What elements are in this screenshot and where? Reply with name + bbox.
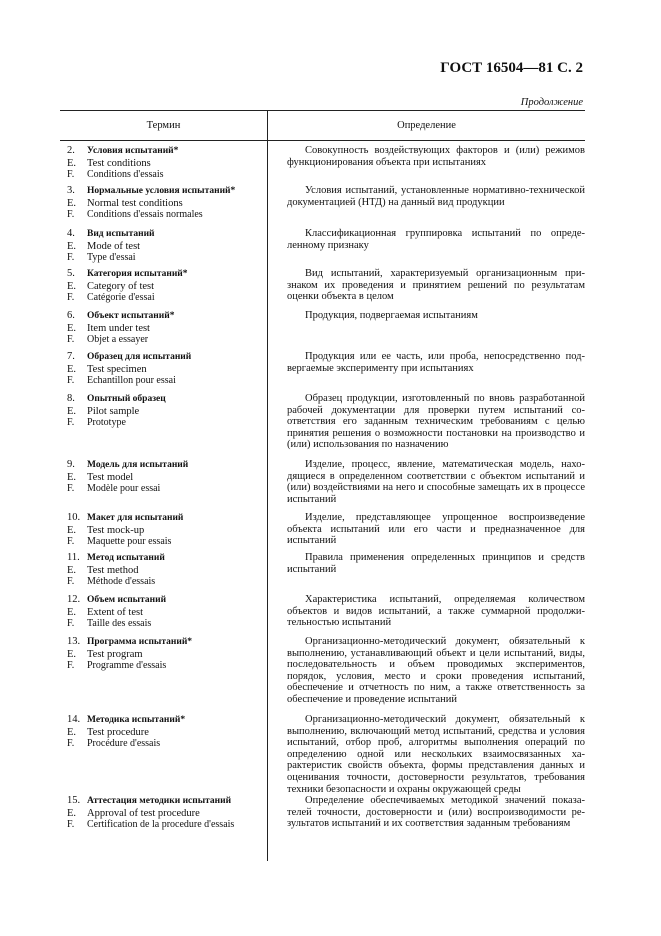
term-number: 3. — [67, 185, 75, 196]
definition-text: Образец продукции, изготовленный по вновь разработанной рабочей документации для проверки путем испытаний соответствия его заданным техническим требованиям с целью принятия решения о возможности постановки на производство и (или) использования по назначению — [287, 393, 585, 451]
term-number: 6. — [67, 310, 75, 321]
term-number: 7. — [67, 351, 75, 362]
term-name: Модель для испытаний — [87, 460, 189, 470]
term-number: 9. — [67, 459, 75, 470]
definition-text: Продукция или ее часть, или проба, непосредственно подвергаемые эксперименту при испытаниях — [287, 351, 585, 374]
definition-cell — [267, 351, 585, 387]
definition-text: Характеристика испытаний, определяемая количеством объектов и видов испытаний, а также суммарной продолжительностью испытаний — [287, 594, 585, 629]
definition-text: Классификационная группировка испытаний по определенному признаку — [287, 228, 585, 251]
table-row — [60, 459, 585, 505]
definition-cell — [267, 145, 585, 181]
table-row — [60, 268, 585, 304]
term-cell: 7. Образец для испытаний E. Test specimen F. Echantillon pour essai — [67, 351, 192, 387]
term-cell: 11. Метод испытаний E. Test method F. Méthode d'essais — [67, 552, 165, 588]
term-cell: 3. Нормальные условия испытаний* E. Normal test conditions F. Conditions d'essais normales — [67, 185, 236, 221]
term-name: Нормальные условия испытаний* — [87, 186, 236, 196]
definition-text: Изделие, процесс, явление, математическая модель, находящиеся в определенном соответствии с объектом испытаний и (или) воздействиями на него и способные замещать их в процессе испытаний — [287, 459, 585, 505]
table-row — [60, 552, 585, 588]
term-english: Mode of test — [87, 240, 141, 252]
term-name: Объект испытаний* — [87, 311, 175, 321]
term-number: 13. — [67, 636, 81, 647]
terms-table — [60, 110, 585, 861]
term-name: Метод испытаний — [87, 553, 165, 563]
term-english: Item under test — [87, 322, 150, 334]
continuation-label: Продолжение — [520, 97, 583, 108]
definition-text: Совокупность воздействующих факторов и (или) режимов функционирования объекта при испытаниях — [287, 145, 585, 168]
table-row — [60, 512, 585, 548]
term-name: Образец для испытаний — [87, 352, 192, 362]
definition-text: Вид испытаний, характеризуемый организационным признаком их проведения и принятием решений по результатам оценки объекта в целом — [287, 268, 585, 303]
term-french: Catégorie d'essai — [87, 292, 155, 304]
definition-cell — [267, 185, 585, 221]
term-french: Type d'essai — [87, 252, 136, 264]
term-french: Méthode d'essais — [87, 576, 156, 588]
table-body — [60, 141, 585, 861]
table-row — [60, 795, 585, 831]
definition-text: Определение обеспечиваемых методикой значений показателей точности, достоверности и (или) воспроизводимости результатов испытаний и их соответствия заданным требованиям — [287, 795, 585, 830]
term-french: Modèle pour essai — [87, 483, 161, 495]
definition-cell — [267, 795, 585, 831]
term-cell: 4. Вид испытаний E. Mode of test F. Type d'essai — [67, 228, 155, 264]
definition-cell — [267, 393, 585, 451]
term-name: Методика испытаний* — [87, 715, 186, 725]
table-row — [60, 351, 585, 387]
definition-text: Организационно-методический документ, обязательный к выполнению, включающий метод испытаний, средства и условия испытаний, отбор проб, алгоритмы выполнения операций по определению одной или нескольких взаимосвязанных характеристик свойств объекта, формы представления данных и оценивания точности, достоверности результатов, требования техники безопасности и охраны окружающей среды — [287, 714, 585, 795]
term-french: Echantillon pour essai — [87, 375, 176, 387]
term-french: Taille des essais — [87, 618, 152, 630]
definition-cell — [267, 512, 585, 548]
definition-cell — [267, 552, 585, 588]
term-english: Test program — [87, 648, 143, 660]
term-name: Вид испытаний — [87, 229, 155, 239]
definition-cell — [267, 594, 585, 630]
table-row — [60, 145, 585, 181]
definition-cell — [267, 636, 585, 706]
definition-text: Продукция, подвергаемая испытаниям — [305, 310, 478, 321]
term-cell: 15. Аттестация методики испытаний E. Approval of test procedure F. Certification de la procedure d'essais — [67, 795, 235, 831]
table-row — [60, 636, 585, 706]
table-row — [60, 228, 585, 264]
term-number: 11. — [67, 552, 80, 563]
term-number: 12. — [67, 594, 81, 605]
term-cell: 14. Методика испытаний* E. Test procedure F. Procédure d'essais — [67, 714, 186, 750]
term-number: 15. — [67, 795, 81, 806]
term-french: Prototype — [87, 417, 126, 429]
term-cell: 6. Объект испытаний* E. Item under test F. Objet a essayer — [67, 310, 175, 346]
term-french: Programme d'essais — [87, 660, 167, 672]
term-cell: 12. Объем испытаний E. Extent of test F. Taille des essais — [67, 594, 167, 630]
term-name: Условия испытаний* — [87, 146, 179, 156]
term-cell: 5. Категория испытаний* E. Category of test F. Catégorie d'essai — [67, 268, 188, 304]
term-english: Approval of test procedure — [87, 807, 200, 819]
term-number: 8. — [67, 393, 75, 404]
term-number: 5. — [67, 268, 75, 279]
term-english: Test method — [87, 564, 139, 576]
definition-cell — [267, 268, 585, 304]
definition-cell — [267, 714, 585, 795]
term-name: Макет для испытаний — [87, 513, 184, 523]
term-english: Normal test conditions — [87, 197, 183, 209]
term-name: Аттестация методики испытаний — [87, 796, 232, 806]
term-french: Conditions d'essais — [87, 169, 164, 181]
definition-text: Правила применения определенных принципов и средств испытаний — [287, 552, 585, 575]
term-english: Category of test — [87, 280, 155, 292]
term-english: Test mock-up — [87, 524, 145, 536]
table-row — [60, 714, 585, 795]
term-french: Procédure d'essais — [87, 738, 161, 750]
term-cell: 9. Модель для испытаний E. Test model F. Modèle pour essai — [67, 459, 189, 495]
column-header-definition: Определение — [397, 120, 456, 131]
definition-cell — [267, 459, 585, 505]
term-cell: 2. Условия испытаний* E. Test conditions F. Conditions d'essais — [67, 145, 179, 181]
definition-cell — [267, 228, 585, 264]
term-english: Test conditions — [87, 157, 151, 169]
term-name: Программа испытаний* — [87, 637, 193, 647]
table-row — [60, 594, 585, 630]
term-number: 14. — [67, 714, 81, 725]
term-english: Pilot sample — [87, 405, 140, 417]
term-number: 2. — [67, 145, 75, 156]
term-french: Maquette pour essais — [87, 536, 172, 548]
page-header: ГОСТ 16504—81 С. 2 — [440, 60, 583, 76]
column-header-terms: Термин — [60, 111, 268, 140]
term-cell: 13. Программа испытаний* E. Test program F. Programme d'essais — [67, 636, 193, 672]
term-french: Objet a essayer — [87, 334, 149, 346]
term-french: Conditions d'essais normales — [87, 209, 203, 221]
definition-cell — [267, 310, 585, 346]
term-english: Test model — [87, 471, 134, 483]
table-row — [60, 310, 585, 346]
term-english: Extent of test — [87, 606, 143, 618]
term-english: Test procedure — [87, 726, 149, 738]
table-header — [60, 110, 585, 141]
term-cell: 8. Опытный образец E. Pilot sample F. Prototype — [67, 393, 166, 429]
term-name: Объем испытаний — [87, 595, 167, 605]
table-row — [60, 185, 585, 221]
term-cell: 10. Макет для испытаний E. Test mock-up F. Maquette pour essais — [67, 512, 184, 548]
term-english: Test specimen — [87, 363, 147, 375]
definition-text: Организационно-методический документ, обязательный к выполнению, устанавливающий объект и цели испытаний, виды, последовательность и объем проводимых экспериментов, порядок, условия, место и сроки проведения испытаний, обеспечение и отчетность по ним, а также ответственность за обеспечение и проведение испытаний — [287, 636, 585, 705]
table-row — [60, 393, 585, 451]
term-name: Категория испытаний* — [87, 269, 188, 279]
term-name: Опытный образец — [87, 394, 166, 404]
term-number: 10. — [67, 512, 81, 523]
term-french: Certification de la procedure d'essais — [87, 819, 235, 831]
definition-text: Условия испытаний, установленные нормативно-технической документацией (НТД) на данный вид продукции — [287, 185, 585, 208]
definition-text: Изделие, представляющее упрощенное воспроизведение объекта испытаний или его части и предназначенное для испытаний — [287, 512, 585, 547]
term-number: 4. — [67, 228, 75, 239]
